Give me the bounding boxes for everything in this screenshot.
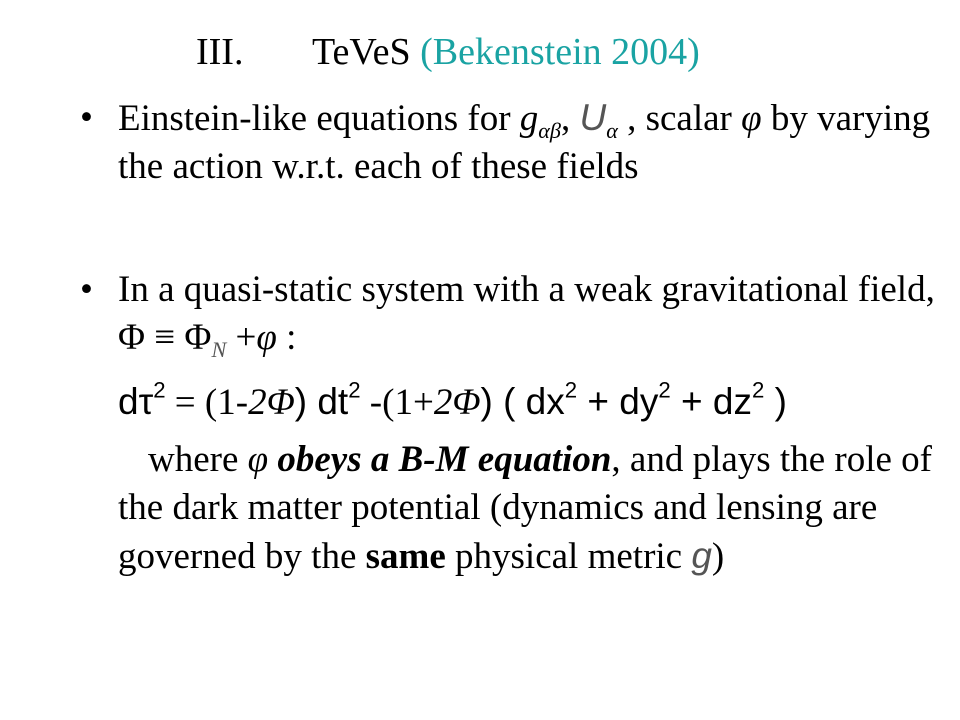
- title-main: TeVeS: [312, 31, 411, 73]
- eq-two-phi: 2Φ: [248, 382, 295, 423]
- bullet-weak-field: [80, 266, 940, 362]
- vector-field-symbol: U: [579, 97, 607, 138]
- bullet1-tail-text: by varying the action w.r.t. each of these fields: [118, 98, 931, 187]
- slide-title: [196, 28, 700, 76]
- separator: ,: [560, 98, 580, 139]
- para-bold-same: same: [365, 536, 446, 577]
- scalar-field-symbol: φ: [247, 439, 269, 480]
- metric-subscript: αβ: [538, 117, 561, 143]
- explanation-paragraph: [118, 436, 948, 581]
- eq-exponent: 2: [751, 377, 765, 403]
- bullet-point: •: [80, 269, 93, 310]
- colon: :: [276, 317, 297, 358]
- bullet2-lead-text: In a quasi-static system with a weak gravitational field,: [118, 269, 935, 310]
- para-where: where: [148, 439, 248, 480]
- eq-two-phi: 2Φ: [433, 382, 481, 423]
- eq-part: -(1+: [360, 382, 434, 423]
- vector-subscript: α: [606, 117, 618, 143]
- metric-symbol: g: [691, 535, 712, 576]
- bullet-text: [118, 266, 940, 362]
- para-text: , and plays the role of the dark matter potential (dynamics and lensing are governed by the: [118, 439, 932, 577]
- eq-dtau: dτ: [118, 381, 154, 422]
- eq-part: ) ( dx: [480, 381, 565, 422]
- bullet-point: •: [80, 97, 93, 138]
- potential-symbol: Φ: [118, 317, 146, 358]
- eq-exponent: 2: [348, 377, 361, 403]
- title-citation: (Bekenstein 2004): [420, 31, 700, 73]
- newtonian-subscript: N: [211, 336, 227, 362]
- section-number: III.: [196, 31, 244, 73]
- equivalence-symbol: ≡: [145, 317, 185, 358]
- eq-part: = (1-: [165, 382, 249, 423]
- eq-exponent: 2: [564, 377, 578, 403]
- eq-part: ): [764, 381, 787, 422]
- eq-exponent: 2: [153, 377, 166, 403]
- para-text: ): [711, 536, 725, 577]
- bullet-text: [118, 94, 940, 191]
- eq-exponent: 2: [658, 377, 671, 403]
- metric-symbol: g: [519, 98, 539, 139]
- bullet-field-equations: [80, 94, 940, 191]
- eq-part: + dy: [577, 381, 659, 422]
- para-emphasis: obeys a B-M equation: [268, 439, 612, 480]
- scalar-field-symbol: φ: [741, 98, 762, 139]
- eq-part: ) dt: [294, 381, 349, 422]
- bullet1-lead-text: Einstein-like equations for: [118, 98, 520, 139]
- separator: , scalar: [617, 98, 742, 139]
- newtonian-potential-symbol: Φ: [184, 317, 212, 358]
- metric-equation: [118, 378, 948, 427]
- plus-symbol: +: [226, 317, 257, 358]
- eq-part: + dz: [670, 381, 752, 422]
- scalar-field-symbol: φ: [256, 317, 277, 358]
- para-text: physical metric: [445, 536, 692, 577]
